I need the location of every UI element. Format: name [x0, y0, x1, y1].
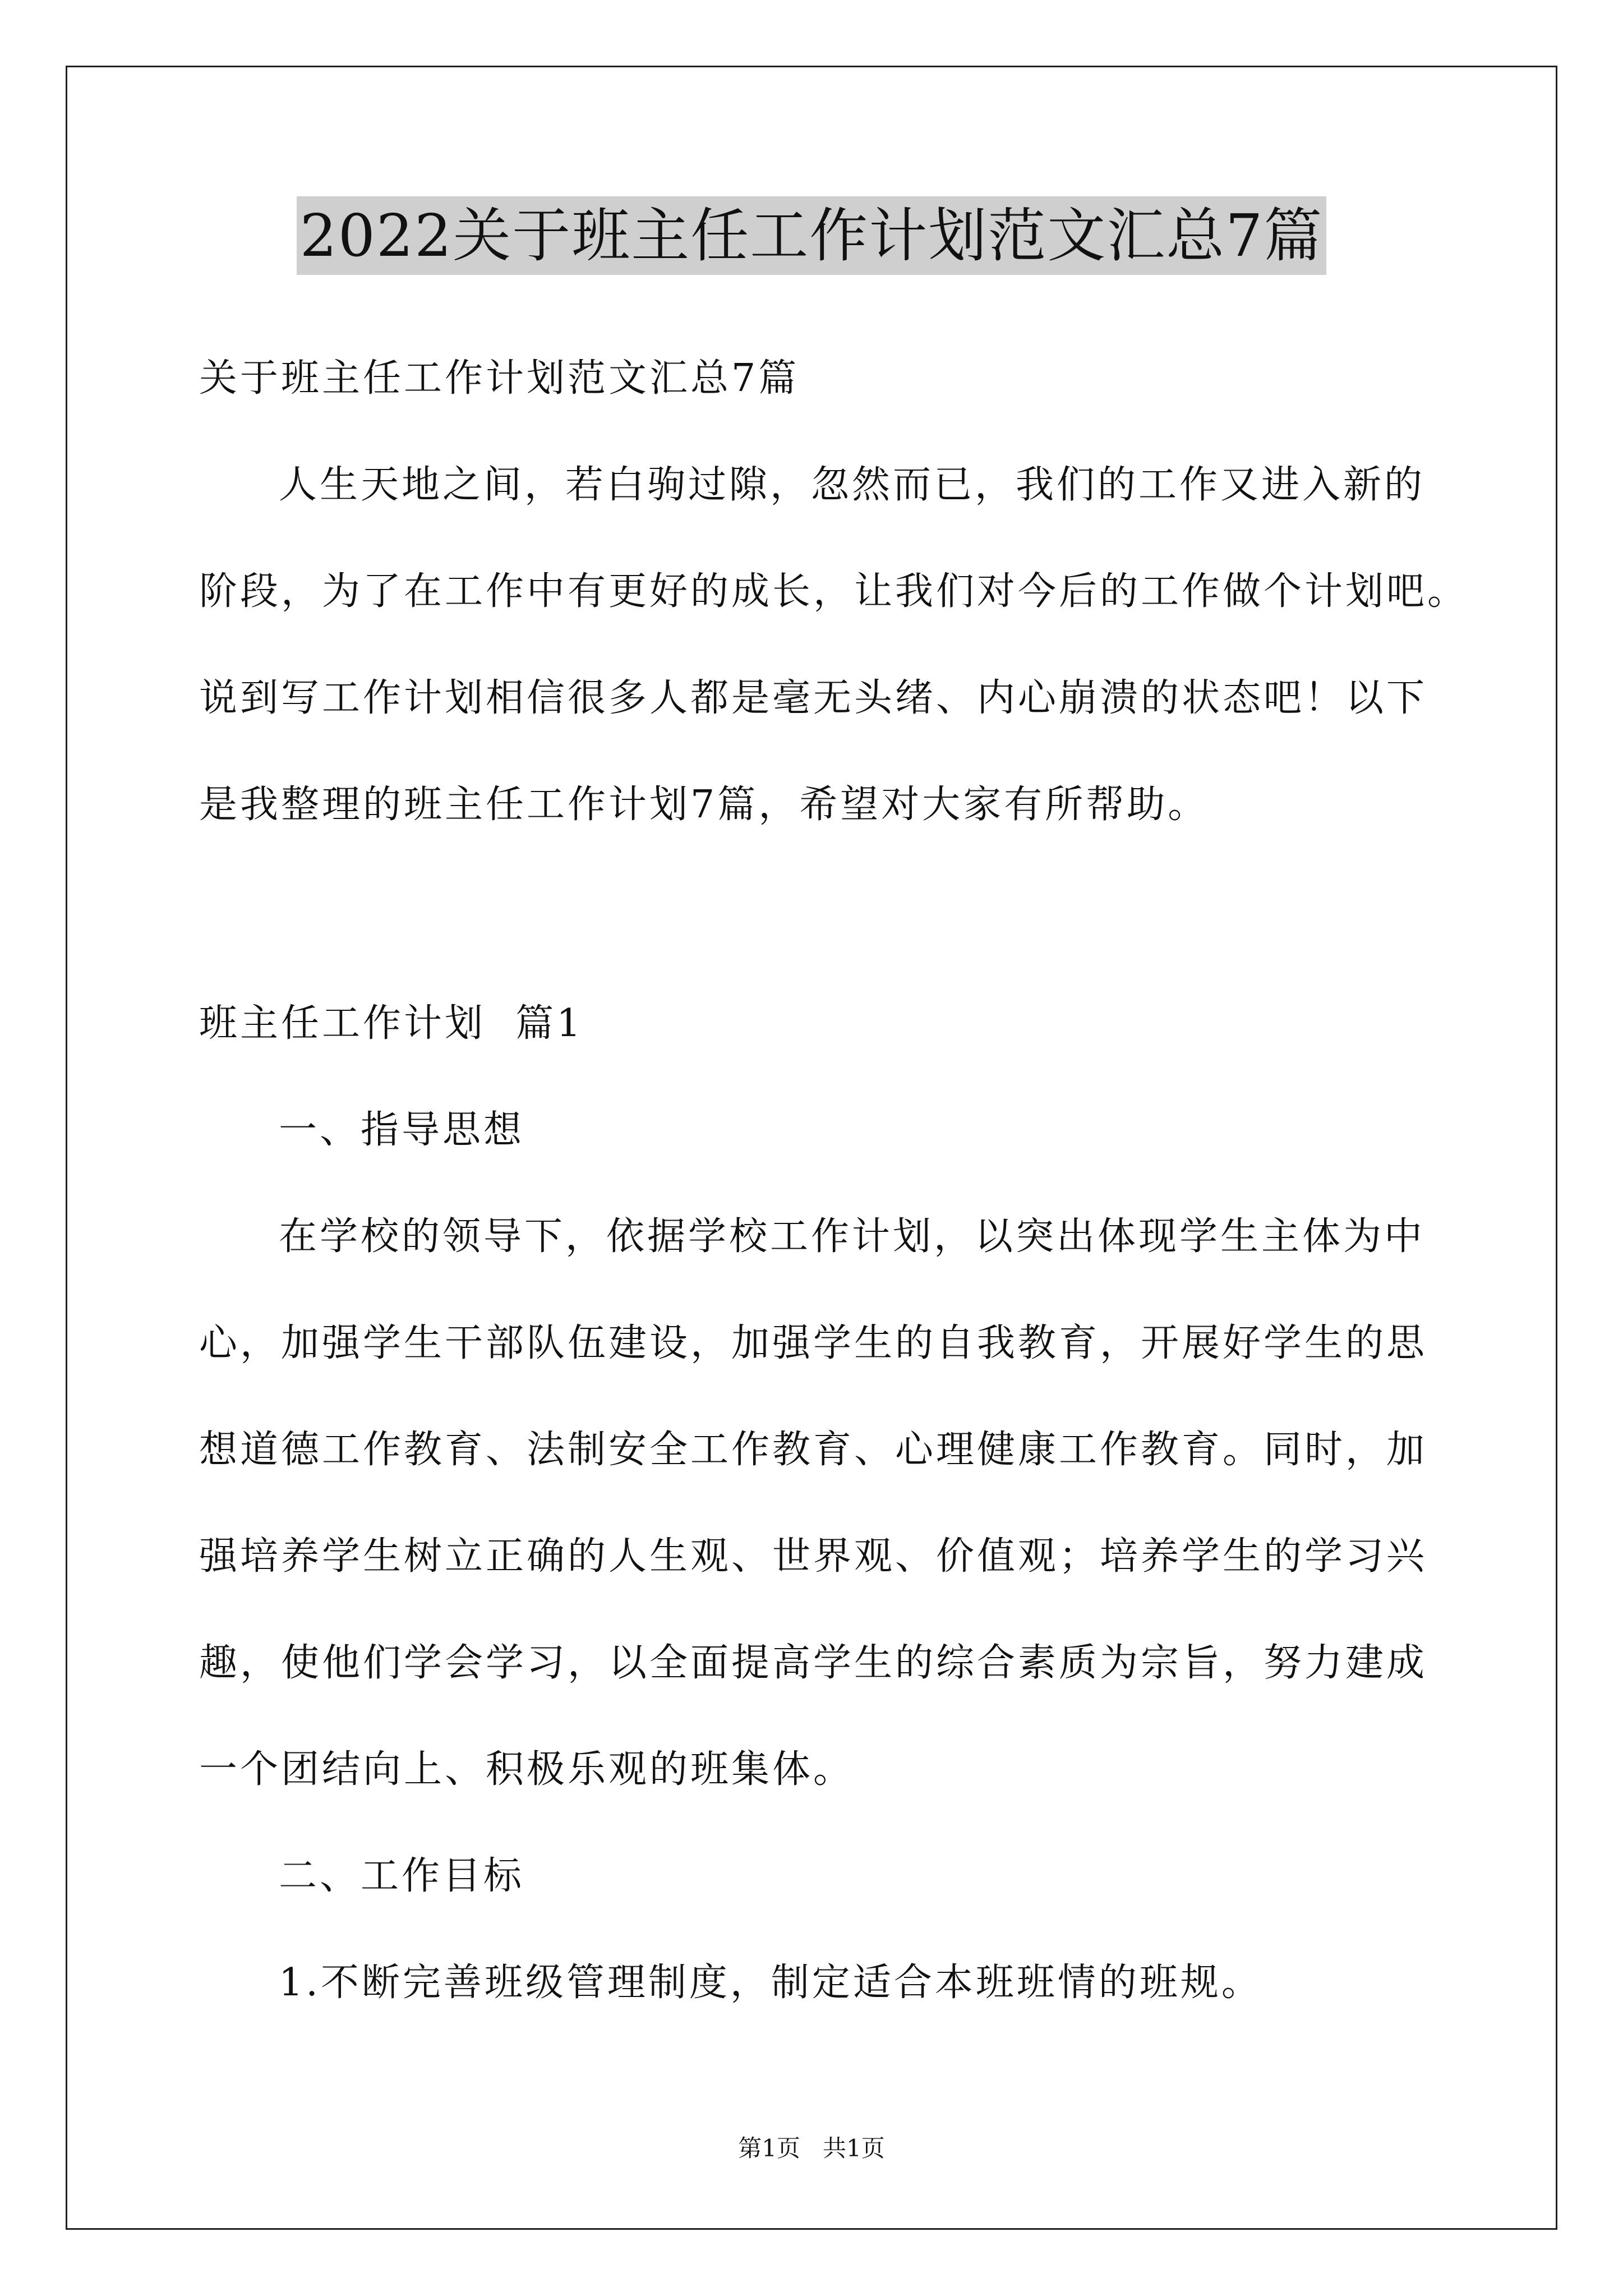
body-line-1: 在学校的领导下，依据学校工作计划，以突出体现学生主体为中 [279, 1214, 1426, 1259]
body-line-6: 一个团结向上、积极乐观的班集体。 [199, 1747, 855, 1792]
body-line-2: 心，加强学生干部队伍建设，加强学生的自我教育，开展好学生的思 [199, 1321, 1428, 1365]
page-total: 共1页 [823, 2134, 885, 2162]
page-footer [0, 2132, 1623, 2165]
document-subtitle: 关于班主任工作计划范文汇总7篇 [199, 356, 800, 401]
intro-line-4: 是我整理的班主任工作计划7篇，希望对大家有所帮助。 [199, 783, 1209, 827]
intro-line-2: 阶段，为了在工作中有更好的成长，让我们对今后的工作做个计划吧。 [199, 569, 1469, 614]
intro-line-1: 人生天地之间，若白驹过隙，忽然而已，我们的工作又进入新的 [279, 463, 1426, 507]
page-number: 第1页 [738, 2134, 800, 2162]
goal-item-1: 1.不断完善班级管理制度，制定适合本班班情的班规。 [279, 1961, 1262, 2005]
document-title: 2022关于班主任工作计划范文汇总7篇 [297, 196, 1327, 275]
heading-guiding-thought: 一、指导思想 [279, 1108, 525, 1152]
body-line-5: 趣，使他们学会学习，以全面提高学生的综合素质为宗旨，努力建成 [199, 1641, 1428, 1685]
intro-line-3: 说到写工作计划相信很多人都是毫无头绪、内心崩溃的状态吧！以下 [199, 676, 1428, 720]
section-heading: 班主任工作计划 篇1 [199, 1001, 584, 1046]
title-wrap [0, 196, 1623, 275]
body-line-4: 强培养学生树立正确的人生观、世界观、价值观；培养学生的学习兴 [199, 1534, 1428, 1579]
heading-work-goals: 二、工作目标 [279, 1854, 525, 1898]
body-line-3: 想道德工作教育、法制安全工作教育、心理健康工作教育。同时，加 [199, 1428, 1428, 1472]
